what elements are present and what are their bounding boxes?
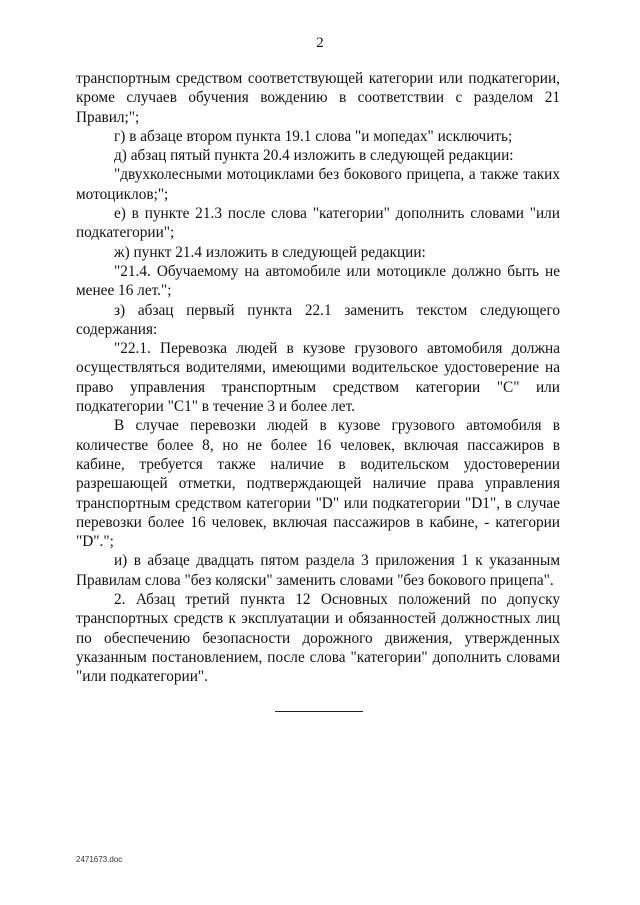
paragraph: "двухколесными мотоциклами без бокового прицепа, а также таких мотоциклов;";	[76, 166, 560, 203]
document-body	[76, 69, 560, 687]
paragraph: 2. Абзац третий пункта 12 Основных положений по допуску транспортных средств к эксплуатации и обязанностей должностных лиц по обеспечению безопасности дорожного движения, утвержденных указанным постановлением, после слова "категории" дополнить словами "или подкатегории".	[76, 591, 560, 686]
paragraph: е) в пункте 21.3 после слова "категории" дополнить словами "или подкатегории";	[76, 205, 560, 242]
footer-document-code: 2471673.doc	[76, 855, 123, 864]
paragraph: и) в абзаце двадцать пятом раздела 3 приложения 1 к указанным Правилам слова "без коляски" заменить словами "без бокового прицепа".	[76, 552, 560, 589]
end-separator-line	[275, 711, 363, 712]
paragraph: з) абзац первый пункта 22.1 заменить текстом следующего содержания:	[76, 301, 560, 338]
paragraph: "22.1. Перевозка людей в кузове грузового автомобиля должна осуществляться водителями, имеющими водительское удостоверение на право управления транспортным средством категории "С" или подкатегории "С1" в течение 3 и более лет.	[76, 340, 560, 416]
paragraph: г) в абзаце втором пункта 19.1 слова "и мопедах" исключить;	[114, 127, 513, 145]
paragraph: В случае перевозки людей в кузове грузового автомобиля в количестве более 8, но не более 16 человек, включая пассажиров в кабине, требуется также наличие в водительском удостоверении разрешающей отметки, подтверждающей наличие права управления транспортным средством категории "D" или подкатегории "D1", в случае перевозки более 16 человек, включая пассажиров в кабине, - категории "D".";	[76, 417, 560, 551]
paragraph: "21.4. Обучаемому на автомобиле или мотоцикле должно быть не менее 16 лет.";	[76, 262, 560, 300]
paragraph: д) абзац пятый пункта 20.4 изложить в следующей редакции:	[114, 147, 514, 165]
paragraph: транспортным средством соответствующей категории или подкатегории, кроме случаев обучения вождению в соответствии с разделом 21 Правил;";	[76, 70, 560, 126]
paragraph: ж) пункт 21.4 изложить в следующей редакции:	[114, 243, 426, 261]
page-number: 2	[316, 35, 324, 51]
